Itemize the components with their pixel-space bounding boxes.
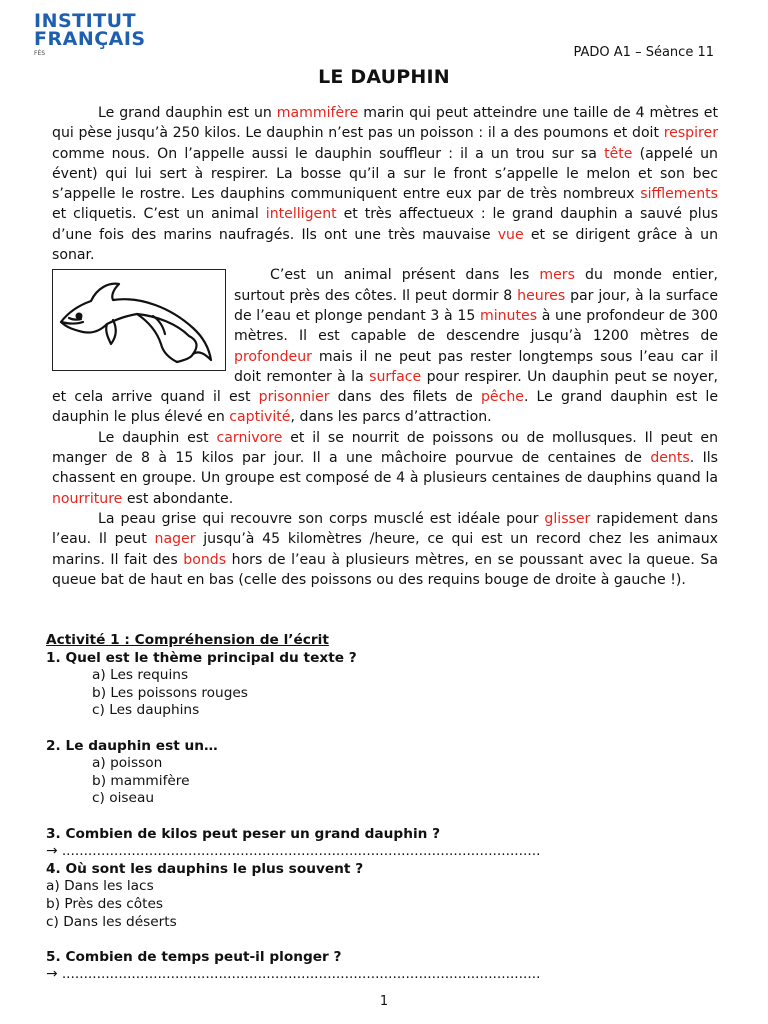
text-segment: et se dirigent grâce à un sonar. [52,226,718,264]
keyword: bonds [183,551,227,568]
keyword: mers [539,267,575,284]
answer-line-5[interactable]: → .............................................................................................................. [46,966,541,983]
logo-line-2: FRANÇAIS [34,28,146,50]
q1-option-c: c) Les dauphins [92,702,200,719]
text-segment: à une profondeur de 300 mètres. Il est capable de descendre jusqu’à 1200 mètres de [234,307,719,345]
q4-option-c: c) Dans les déserts [46,913,177,930]
q2-option-c: c) oiseau [92,790,155,807]
text-segment: jusqu’à 45 kilomètres /heure, ce qui est un record chez les animaux marins. Il fait des [52,531,718,568]
question-4: 4. Où sont les dauphins le plus souvent ? [46,860,364,877]
text-segment: et cliquetis. C’est un animal [52,206,266,223]
keyword: profondeur [234,348,312,365]
text-segment: (appelé un évent) qui lui sert à respirer. La bosse qu’il a sur le front s’appelle le melon et son bec s’appelle le rostre. Les dauphins communiquent entre eux par de très nombreux [52,145,718,203]
keyword: prisonnier [258,389,330,406]
text-segment: dans des filets de [329,389,481,406]
answer-line-3[interactable]: → .............................................................................................................. [46,843,541,860]
q1-option-b: b) Les poissons rouges [92,684,248,701]
text-segment: du monde entier, surtout près des côtes. Il peut dormir 8 [234,267,718,304]
keyword: intelligent [265,206,337,223]
keyword: pêche [480,389,524,406]
paragraph-4 [52,509,718,590]
text-segment: et il se nourrit de poissons ou de mollusques. Il peut en manger de 8 à 15 kilos par jour. Il a une mâchoire pourvue de centaines de [52,429,718,467]
logo-line-1: INSTITUT [34,10,137,32]
paragraph-3 [52,428,718,509]
keyword: captivité [229,409,291,426]
keyword: dents [650,450,690,467]
q2-option-b: b) mammifère [92,772,190,789]
text-segment: La peau grise qui recouvre son corps musclé est idéale pour [98,510,545,527]
page-number: 1 [379,994,389,1009]
q1-option-a: a) Les requins [92,667,189,684]
q4-option-b: b) Près des côtes [46,895,164,912]
keyword: nourriture [52,490,123,507]
keyword: minutes [479,307,538,324]
text-segment: C’est un animal présent dans les [270,267,540,284]
page-title: LE DAUPHIN [318,66,450,88]
dolphin-illustration [52,269,226,371]
paragraph-2 [52,265,718,427]
keyword: respirer [663,125,718,142]
logo-line-3: FÈS [34,50,46,57]
activity-title: Activité 1 : Compréhension de l’écrit [46,632,329,648]
text-segment: est abondante. [122,490,234,507]
keyword: sifflements [640,186,718,203]
text-segment: par jour, à la surface de l’eau et plonge pendant 3 à 15 [234,287,718,324]
text-segment: hors de l’eau à plusieurs mètres, en se poussant avec la queue. Sa queue bat de haut en bas (celle des poissons ou des requins bouge de droite à gauche !). [52,551,718,588]
text-segment: . Ils chassent en groupe. Un groupe est composé de 4 à plusieurs centaines de dauphins quand la [52,450,718,487]
text-segment: , dans les parcs d’attraction. [290,409,492,426]
question-3: 3. Combien de kilos peut peser un grand dauphin ? [46,825,441,842]
question-1: 1. Quel est le thème principal du texte ? [46,649,357,666]
q2-option-a: a) poisson [92,755,163,772]
text-segment: rapidement dans l’eau. Il peut [52,510,718,548]
keyword: carnivore [216,429,283,446]
text-segment: Le dauphin est [98,429,217,446]
session-label: PADO A1 – Séance 11 [573,45,714,60]
question-2: 2. Le dauphin est un… [46,737,218,754]
institut-francais-logo [34,12,146,57]
text-segment: Le grand dauphin est un [98,105,277,121]
keyword: heures [517,287,566,304]
reading-text [52,103,718,590]
text-segment: marin qui peut atteindre une taille de 4 mètres et qui pèse jusqu’à 250 kilos. Le dauphin n’est pas un poisson : il a des poumons et doit [52,105,719,142]
text-segment: . Le grand dauphin est le dauphin le plus élevé en [52,389,718,426]
keyword: surface [369,368,422,385]
paragraph-1 [52,103,718,265]
keyword: glisser [544,510,591,527]
activity-section [46,632,736,984]
keyword: tête [604,145,633,162]
q4-option-a: a) Dans les lacs [46,878,154,895]
text-segment: mais il ne peut pas rester longtemps sous l’eau car il doit remonter à la [234,348,718,385]
text-segment: comme nous. On l’appelle aussi le dauphin souffleur : il a un trou sur sa [52,145,605,162]
question-5: 5. Combien de temps peut-il plonger ? [46,948,342,965]
text-segment: et très affectueux : le grand dauphin a sauvé plus d’une fois des marins naufragés. Ils ont une très mauvaise [52,206,718,243]
keyword: vue [497,226,524,243]
keyword: nager [154,531,196,548]
text-segment: pour respirer. Un dauphin peut se noyer, et cela arrive quand il est [52,368,718,406]
keyword: mammifère [276,105,359,121]
